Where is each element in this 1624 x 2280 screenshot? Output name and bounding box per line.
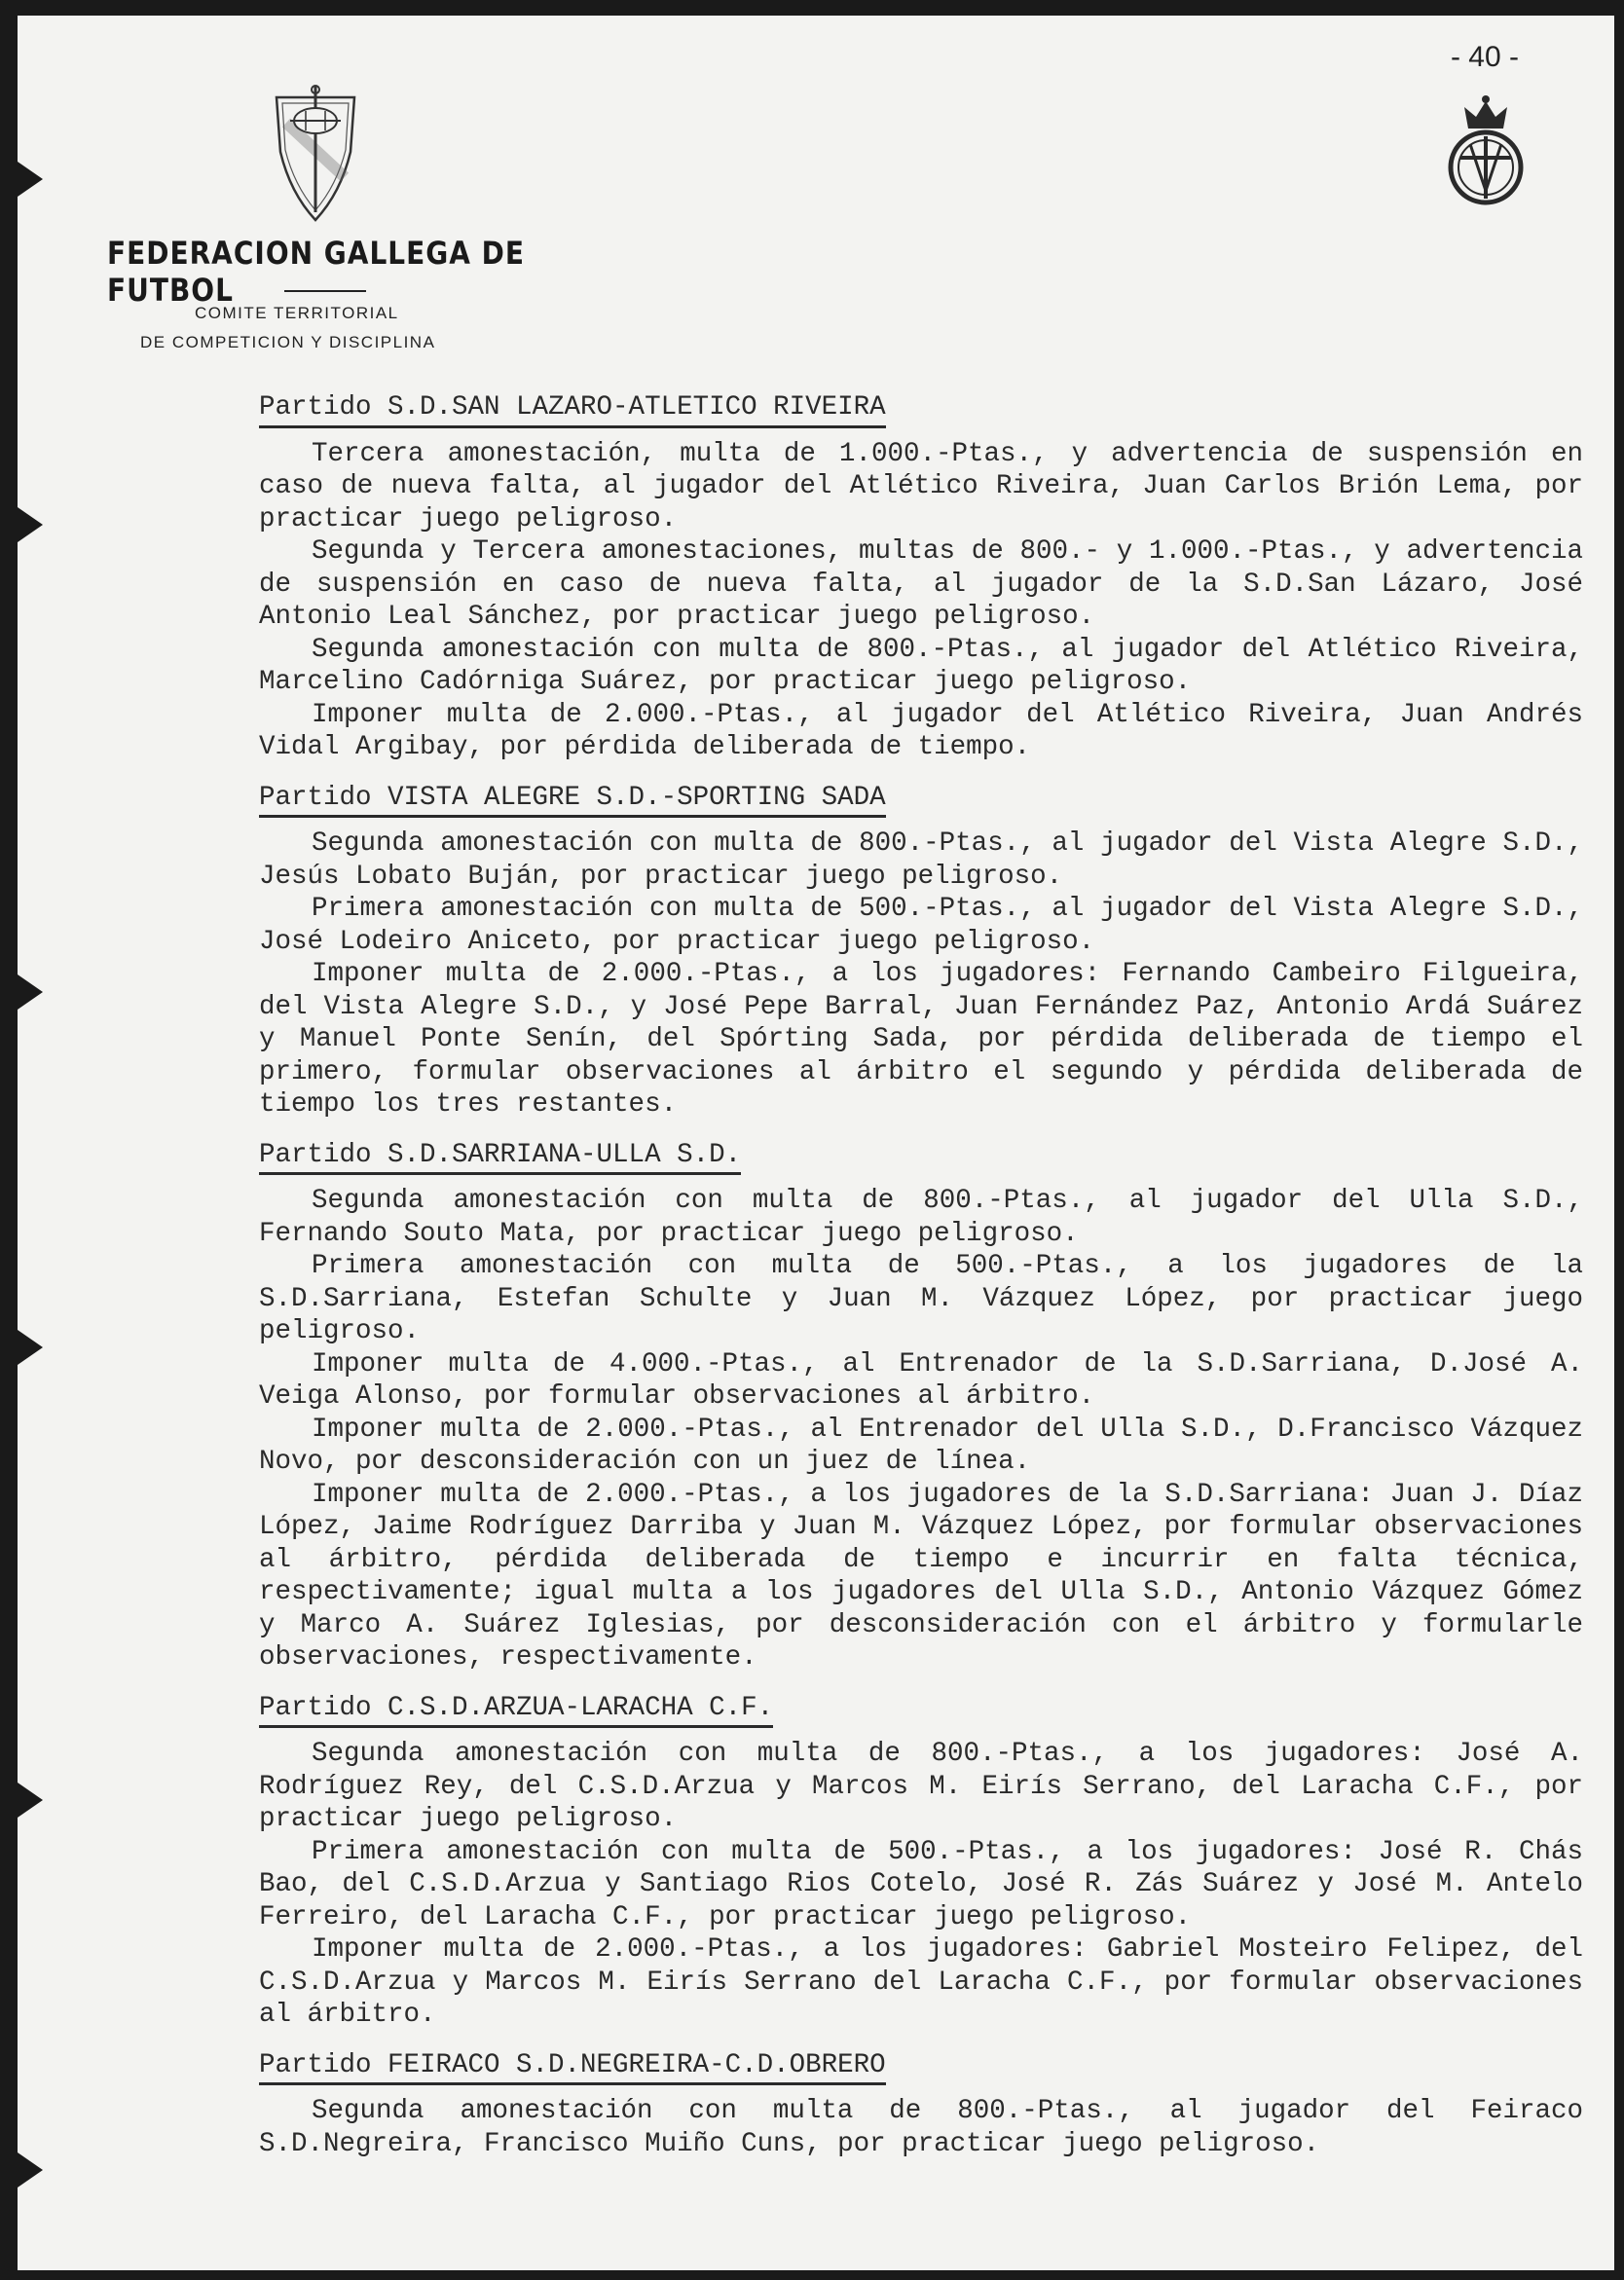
- crowned-emblem-icon: [1445, 93, 1527, 208]
- match-title: Partido S.D.SAN LAZARO-ATLETICO RIVEIRA: [259, 391, 886, 428]
- page-edge-notch: [18, 1330, 43, 1365]
- match-title: Partido VISTA ALEGRE S.D.-SPORTING SADA: [259, 782, 886, 819]
- sanction-paragraph: Segunda y Tercera amonestaciones, multas de 800.- y 1.000.-Ptas., y advertencia de suspensión en caso de nueva falta, al jugador de la S.D.San Lázaro, José Antonio Leal Sánchez, por practicar juego peligroso.: [259, 536, 1583, 632]
- organization-name: FEDERACION GALLEGA DE FUTBOL: [107, 235, 526, 309]
- match-section: [259, 2040, 1583, 2161]
- page-edge-notch: [18, 975, 43, 1010]
- page-edge-notch: [18, 507, 43, 542]
- sanction-paragraph: Primera amonestación con multa de 500.-Ptas., a los jugadores de la S.D.Sarriana, Estefan Schulte y Juan M. Vázquez López, por practicar juego peligroso.: [259, 1251, 1583, 1346]
- header-divider: [284, 290, 366, 292]
- match-title: Partido S.D.SARRIANA-ULLA S.D.: [259, 1139, 741, 1176]
- sanction-paragraph: Segunda amonestación con multa de 800.-Ptas., al jugador del Ulla S.D., Fernando Souto Mata, por practicar juego peligroso.: [259, 1186, 1583, 1249]
- match-section: [259, 1682, 1583, 2032]
- match-section: [259, 772, 1583, 1122]
- sanction-paragraph: Imponer multa de 2.000.-Ptas., a los jugadores de la S.D.Sarriana: Juan J. Díaz López, Jaime Rodríguez Darriba y Juan M. Vázquez López, por formular observaciones al árbitro, pérdida deliberada de tiempo e incurrir en falta técnica, respectivamente; igual multa a los jugadores del Ulla S.D., Antonio Vázquez Gómez y Marco A. Suárez Iglesias, por desconsideración con el árbitro y formularle observaciones, respectivamente.: [259, 1479, 1583, 1673]
- match-section: [259, 382, 1583, 764]
- page-edge-notch: [18, 1783, 43, 1818]
- document-page: [18, 16, 1614, 2270]
- match-section: [259, 1129, 1583, 1674]
- sanction-paragraph: Tercera amonestación, multa de 1.000.-Ptas., y advertencia de suspensión en caso de nueva falta, al jugador del Atlético Riveira, Juan Carlos Brión Lema, por practicar juego peligroso.: [259, 438, 1583, 534]
- sanction-paragraph: Imponer multa de 2.000.-Ptas., a los jugadores: Gabriel Mosteiro Felipez, del C.S.D.Arzua y Marcos M. Eirís Serrano del Laracha C.F., por formular observaciones al árbitro.: [259, 1934, 1583, 2030]
- sanction-paragraph: Primera amonestación con multa de 500.-Ptas., a los jugadores: José R. Chás Bao, del C.S.D.Arzua y Santiago Rios Cotelo, José R. Zás Suárez y José M. Antelo Ferreiro, del Laracha C.F., por practicar juego peligroso.: [259, 1836, 1583, 1932]
- document-body: [259, 382, 1583, 2168]
- match-title: Partido C.S.D.ARZUA-LARACHA C.F.: [259, 1692, 773, 1729]
- committee-line-1: COMITE TERRITORIAL: [195, 304, 399, 322]
- shield-crest-icon: [273, 84, 358, 226]
- match-title: Partido FEIRACO S.D.NEGREIRA-C.D.OBRERO: [259, 2049, 886, 2086]
- sanction-paragraph: Segunda amonestación con multa de 800.-Ptas., al jugador del Atlético Riveira, Marcelino Cadórniga Suárez, por practicar juego peligroso.: [259, 634, 1583, 697]
- sanction-paragraph: Imponer multa de 2.000.-Ptas., a los jugadores: Fernando Cambeiro Filgueira, del Vista Alegre S.D., y José Pepe Barral, Juan Fernández Paz, Antonio Ardá Suárez y Manuel Ponte Senín, del Spórting Sada, por pérdida deliberada de tiempo el primero, formular observaciones al árbitro el segundo y pérdida deliberada de tiempo los tres restantes.: [259, 959, 1583, 1120]
- sanction-paragraph: Segunda amonestación con multa de 800.-Ptas., al jugador del Vista Alegre S.D., Jesús Lobato Buján, por practicar juego peligroso.: [259, 828, 1583, 892]
- committee-line-2: DE COMPETICION Y DISCIPLINA: [140, 333, 436, 351]
- page-edge-notch: [18, 2152, 43, 2188]
- page-edge-notch: [18, 162, 43, 197]
- sanction-paragraph: Imponer multa de 2.000.-Ptas., al Entrenador del Ulla S.D., D.Francisco Vázquez Novo, por desconsideración con un juez de línea.: [259, 1414, 1583, 1477]
- sanction-paragraph: Primera amonestación con multa de 500.-Ptas., al jugador del Vista Alegre S.D., José Lodeiro Aniceto, por practicar juego peligroso.: [259, 894, 1583, 957]
- sanction-paragraph: Segunda amonestación con multa de 800.-Ptas., a los jugadores: José A. Rodríguez Rey, del C.S.D.Arzua y Marcos M. Eirís Serrano, del Laracha C.F., por practicar juego peligroso.: [259, 1739, 1583, 1834]
- sanction-paragraph: Imponer multa de 2.000.-Ptas., al jugador del Atlético Riveira, Juan Andrés Vidal Argibay, por pérdida deliberada de tiempo.: [259, 699, 1583, 762]
- sanction-paragraph: Imponer multa de 4.000.-Ptas., al Entrenador de la S.D.Sarriana, D.José A. Veiga Alonso, por formular observaciones al árbitro.: [259, 1348, 1583, 1412]
- page-number: - 40 -: [1450, 41, 1520, 73]
- sanction-paragraph: Segunda amonestación con multa de 800.-Ptas., al jugador del Feiraco S.D.Negreira, Francisco Muiño Cuns, por practicar juego peligroso.: [259, 2096, 1583, 2159]
